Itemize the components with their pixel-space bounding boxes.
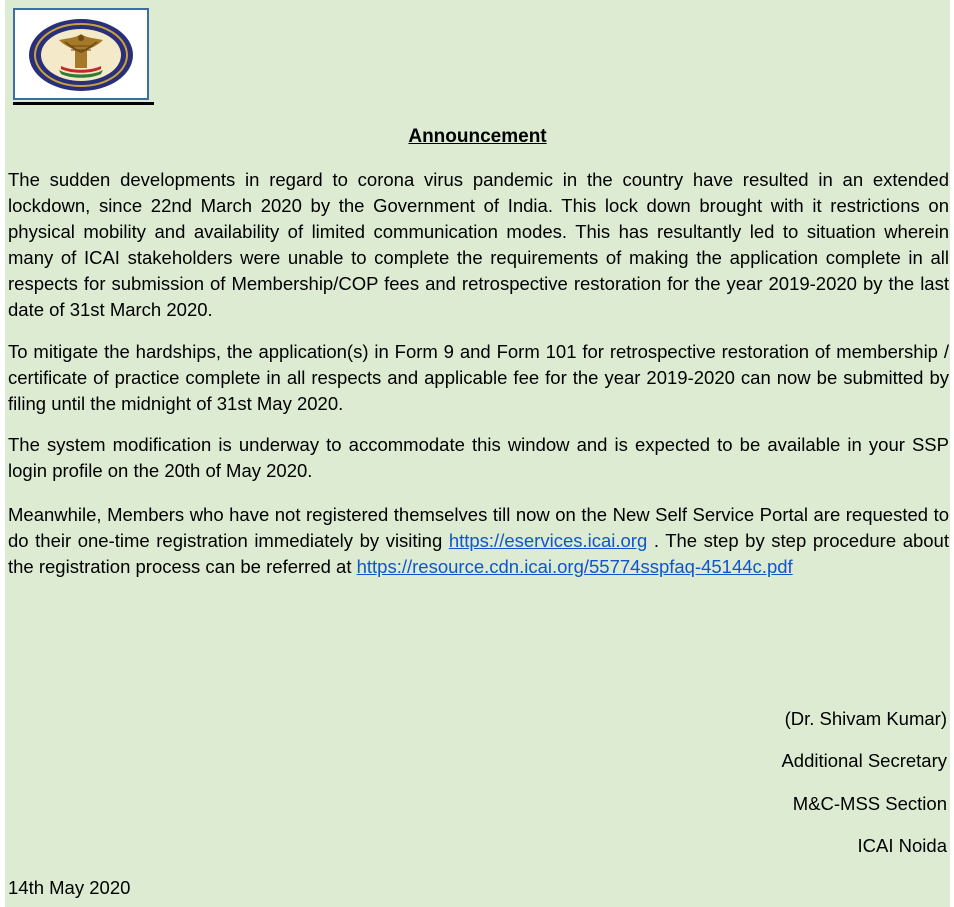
announcement-date: 14th May 2020 [8, 877, 131, 898]
eservices-link[interactable]: https://eservices.icai.org [448, 530, 648, 551]
icai-emblem-icon [25, 16, 137, 94]
signatory-office: ICAI Noida [857, 835, 947, 856]
paragraph-registration-text-1: Meanwhile, Members who have not registered themselves till now on the New Self Service Portal are requested to do their one-time registration immediately by visiting [8, 504, 949, 551]
signatory-section: M&C-MSS Section [792, 793, 947, 814]
logo-underline [13, 102, 154, 105]
paragraph-registration-text-2: . The step by step procedure about the registration process can be referred at [8, 530, 949, 577]
faq-pdf-link[interactable]: https://resource.cdn.icai.org/55774sspfaq-45144c.pdf [356, 556, 793, 577]
icai-logo [13, 8, 149, 100]
paragraph-registration [8, 502, 949, 580]
paragraph-lockdown: The sudden developments in regard to corona virus pandemic in the country have resulted in an extended lockdown, since 22nd March 2020 by the Government of India. This lock down brought with it restrictions on physical mobility and availability of limited communication modes. This has resultantly led to situation wherein many of ICAI stakeholders were unable to complete the requirements of making the application complete in all respects for submission of Membership/COP fees and retrospective restoration for the year 2019-2020 by the last date of 31st March 2020. [8, 169, 949, 320]
signatory-designation: Additional Secretary [781, 750, 947, 771]
signatory-name: (Dr. Shivam Kumar) [784, 708, 947, 729]
paragraph-system-modification: The system modification is underway to accommodate this window and is expected to be available in your SSP login profile on the 20th of May 2020. [8, 434, 949, 481]
paragraph-mitigation: To mitigate the hardships, the application(s) in Form 9 and Form 101 for retrospective restoration of membership / certificate of practice complete in all respects and applicable fee for the year 2019-2020 can now be submitted by filing until the midnight of 31st May 2020. [8, 341, 949, 414]
announcement-title: Announcement [408, 126, 547, 147]
document-page [5, 0, 950, 907]
